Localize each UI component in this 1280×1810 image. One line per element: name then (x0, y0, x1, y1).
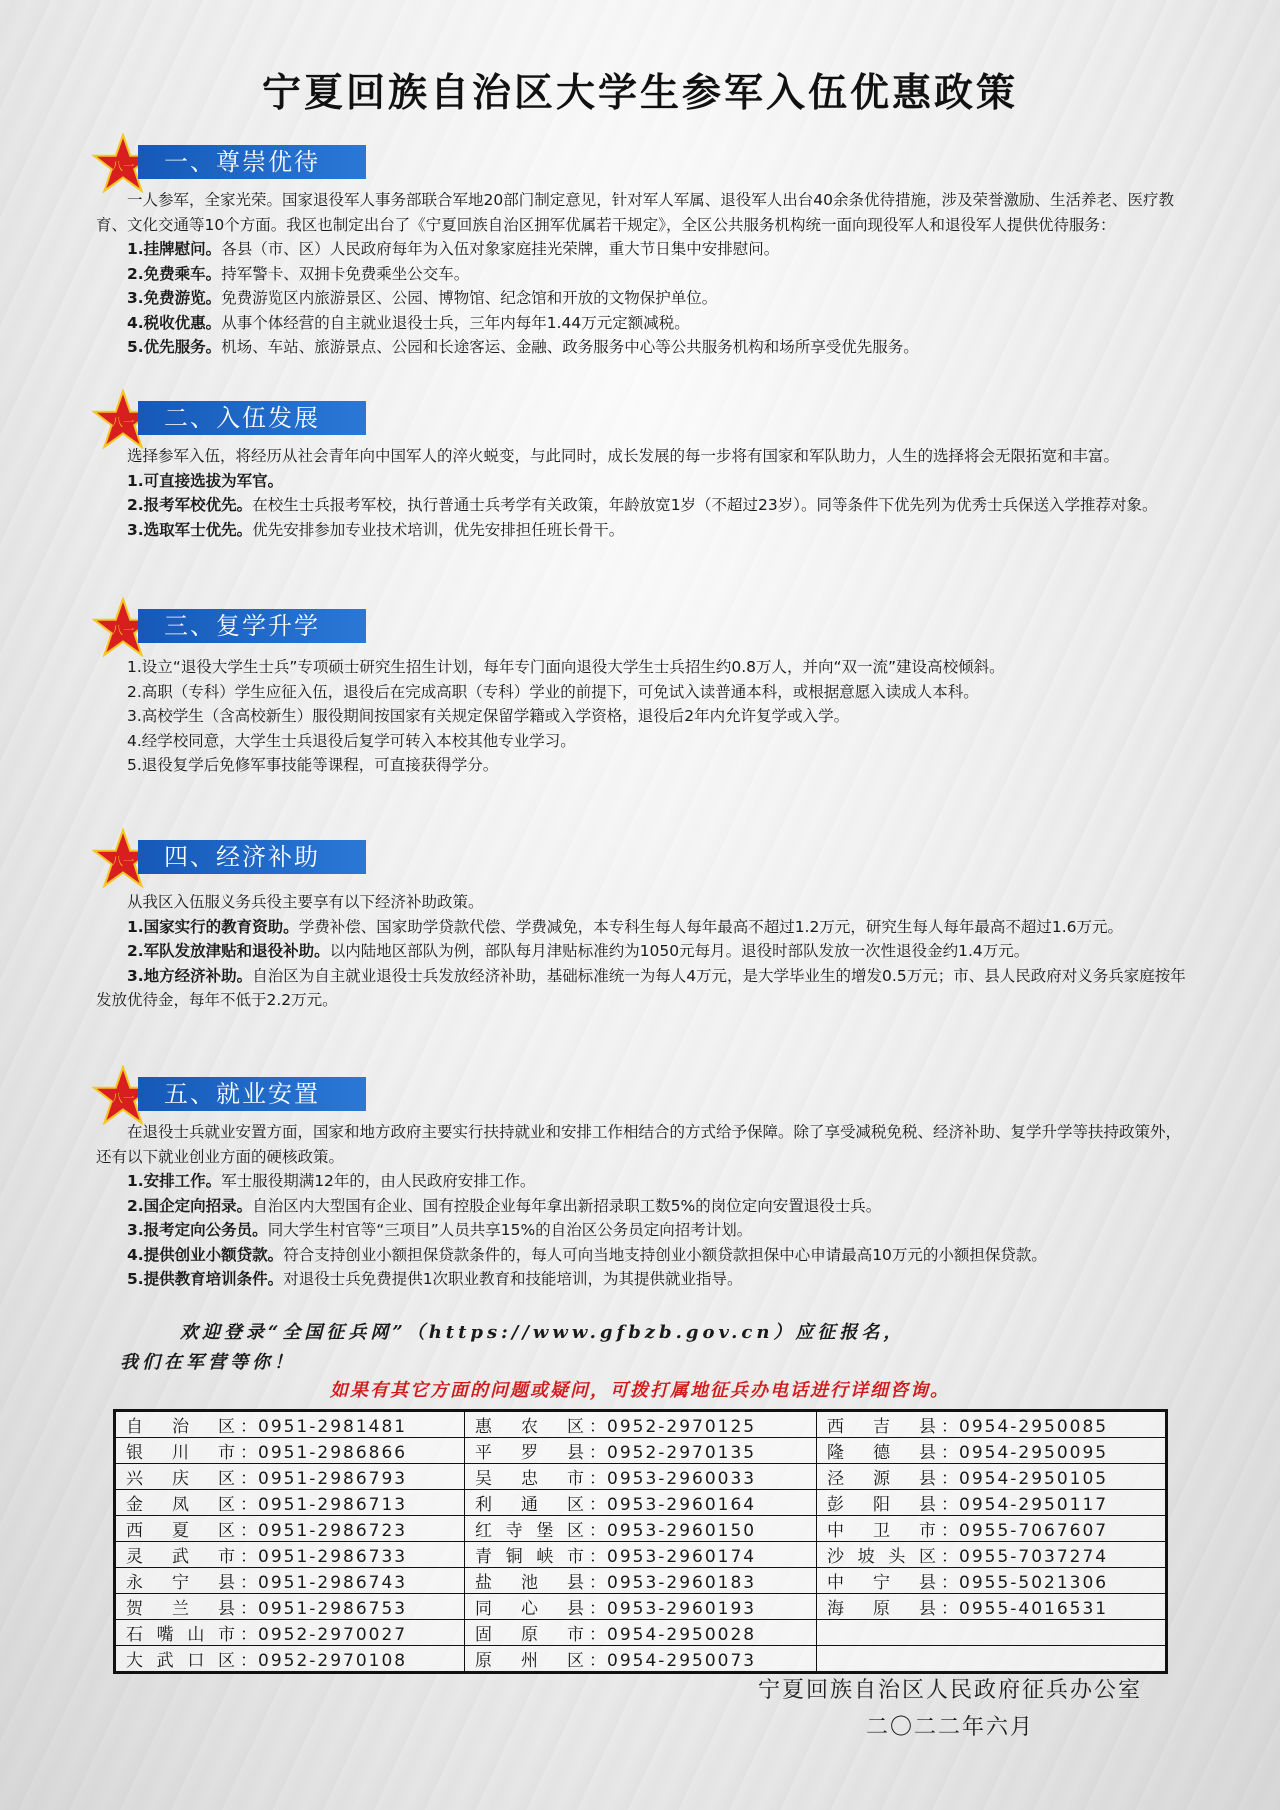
phone-cell: 彭阳县 ：0954-2950117 (817, 1490, 1167, 1516)
item-text: 各县（市、区）人民政府每年为入伍对象家庭挂光荣牌，重大节日集中安排慰问。 (221, 240, 780, 258)
office-phone: 0955-4016531 (959, 1599, 1109, 1619)
item-lead: 5.提供教育培训条件。 (127, 1270, 284, 1288)
phone-cell: 青铜峡市 ：0953-2960174 (465, 1542, 817, 1568)
phone-row (115, 1646, 1167, 1673)
section-heading-2 (92, 393, 392, 439)
list-item: 5.退役复学后免修军事技能等课程，可直接获得学分。 (127, 756, 499, 774)
list-item: 1.设立“退役大学生士兵”专项硕士研究生招生计划，每年专门面向退役大学生士兵招生约0.8万人，并向“双一流”建设高校倾斜。 (127, 658, 1005, 676)
item-text: 自治区内大型国有企业、国有控股企业每年拿出新招录职工数5%的岗位定向安置退役士兵。 (252, 1196, 882, 1215)
list-item (96, 493, 1188, 518)
office-name: 同心县 (475, 1599, 585, 1619)
office-phone: 0952-2970108 (258, 1651, 408, 1671)
phone-row (115, 1438, 1167, 1464)
office-name: 石嘴山市 (126, 1625, 236, 1645)
list-item (96, 1243, 1188, 1268)
office-phone: 0952-2970135 (607, 1443, 757, 1463)
section-body-1 (96, 188, 1188, 360)
phone-cell: 红寺堡区 ：0953-2960150 (465, 1516, 817, 1542)
item-lead: 3.免费游览。 (127, 289, 222, 307)
office-phone: 0951-2981481 (258, 1417, 408, 1437)
office-phone: 0951-2986713 (258, 1495, 408, 1515)
item-text: 同大学生村官等“三项目”人员共享15%的自治区公务员定向招考计划。 (267, 1221, 753, 1239)
welcome-line-1: 欢迎登录“全国征兵网”（https://www.gfbzb.gov.cn）应征报名， (180, 1322, 906, 1343)
phone-row (115, 1464, 1167, 1490)
office-phone: 0955-7037274 (959, 1547, 1109, 1567)
section-body-2 (96, 444, 1188, 542)
page-title: 宁夏回族自治区大学生参军入伍优惠政策 (261, 70, 1018, 116)
phone-cell: 海原县 ：0955-4016531 (817, 1594, 1167, 1620)
office-name: 灵武市 (126, 1547, 236, 1567)
issue-date: 二〇二二年六月 (865, 1715, 1034, 1740)
item-text: 学费补偿、国家助学贷款代偿、学费减免，本专科生每人每年最高不超过1.2万元，研究生每人每年最高不超过1.6万元。 (298, 917, 1123, 936)
section-heading-1 (92, 137, 392, 183)
phone-cell: 中宁县 ：0955-5021306 (817, 1568, 1167, 1594)
phone-cell: 西吉县 ：0954-2950085 (817, 1411, 1167, 1438)
office-name: 盐池县 (475, 1573, 585, 1593)
office-phone: 0954-2950028 (607, 1625, 757, 1645)
section-heading-4 (92, 832, 392, 878)
item-text: 以内陆地区部队为例，部队每月津贴标准约为1050元每月。退役时部队发放一次性退役金约1.4万元。 (329, 942, 1030, 960)
list-item (96, 469, 1188, 494)
list-item: 4.经学校同意，大学生士兵退役后复学可转入本校其他专业学习。 (127, 731, 576, 750)
office-phone: 0955-7067607 (959, 1521, 1109, 1541)
phone-row (115, 1594, 1167, 1620)
item-lead: 3.地方经济补助。 (127, 966, 253, 985)
office-name: 泾源县 (827, 1469, 937, 1489)
phone-cell: 固原市 ：0954-2950028 (465, 1620, 817, 1646)
office-name: 红寺堡区 (475, 1521, 585, 1541)
section-title: 二、入伍发展 (138, 401, 366, 435)
phone-cell (817, 1646, 1167, 1673)
item-text: 持军警卡、双拥卡免费乘坐公交车。 (221, 264, 470, 283)
phone-row (115, 1568, 1167, 1594)
item-lead: 4.提供创业小额贷款。 (127, 1245, 284, 1264)
welcome-line-2: 我们在军营等你！ (120, 1352, 296, 1373)
section-body-3 (96, 655, 1188, 778)
list-item (96, 939, 1188, 964)
office-phone: 0954-2950085 (959, 1417, 1109, 1437)
phone-cell: 沙坡头区 ：0955-7037274 (817, 1542, 1167, 1568)
office-name: 海原县 (827, 1599, 937, 1619)
phone-cell: 惠农区 ：0952-2970125 (465, 1411, 817, 1438)
item-lead: 2.报考军校优先。 (127, 496, 253, 514)
welcome-message (120, 1318, 1180, 1378)
item-text: 对退役士兵免费提供1次职业教育和技能培训，为其提供就业指导。 (283, 1270, 743, 1288)
item-text: 从事个体经营的自主就业退役士兵，三年内每年1.44万元定额减税。 (221, 313, 690, 332)
svg-text:八一: 八一 (111, 854, 135, 869)
item-text: 免费游览区内旅游景区、公园、博物馆、纪念馆和开放的文物保护单位。 (221, 289, 718, 307)
list-item (96, 311, 1188, 336)
phone-cell (817, 1620, 1167, 1646)
office-phone: 0952-2970027 (258, 1625, 408, 1645)
office-phone: 0954-2950073 (607, 1651, 757, 1671)
phone-cell: 大武口区 ：0952-2970108 (115, 1646, 465, 1673)
list-item: 3.高校学生（含高校新生）服役期间按国家有关规定保留学籍或入学资格，退役后2年内允许复学或入学。 (127, 707, 850, 725)
section-body-5 (96, 1120, 1188, 1292)
item-lead: 1.国家实行的教育资助。 (127, 917, 299, 936)
office-phone: 0954-2950095 (959, 1443, 1109, 1463)
item-lead: 1.挂牌慰问。 (127, 240, 222, 258)
phone-cell: 灵武市 ：0951-2986733 (115, 1542, 465, 1568)
office-phone: 0953-2960183 (607, 1573, 757, 1593)
list-item (96, 1194, 1188, 1219)
list-item: 2.高职（专科）学生应征入伍，退役后在完成高职（专科）学业的前提下，可免试入读普通本科，或根据意愿入读成人本科。 (127, 682, 979, 701)
office-phone: 0954-2950105 (959, 1469, 1109, 1489)
list-item (96, 1218, 1188, 1243)
office-name: 自治区 (126, 1417, 236, 1437)
office-name: 原州区 (475, 1651, 585, 1671)
phone-row (115, 1542, 1167, 1568)
issuer-name: 宁夏回族自治区人民政府征兵办公室 (757, 1678, 1142, 1703)
office-phone: 0951-2986753 (258, 1599, 408, 1619)
section-title: 一、尊崇优待 (138, 145, 366, 179)
section-body-4 (96, 890, 1188, 1013)
office-phone: 0954-2950117 (959, 1495, 1109, 1515)
list-item (96, 964, 1188, 1013)
item-text: 优先安排参加专业技术培训，优先安排担任班长骨干。 (252, 520, 625, 539)
consult-notice: 如果有其它方面的问题或疑问，可拨打属地征兵办电话进行详细咨询。 (330, 1380, 950, 1401)
office-name: 吴忠市 (475, 1469, 585, 1489)
item-lead: 1.可直接选拔为军官。 (127, 471, 284, 490)
phone-cell: 金凤区 ：0951-2986713 (115, 1490, 465, 1516)
office-name: 贺兰县 (126, 1599, 236, 1619)
phone-row (115, 1516, 1167, 1542)
phone-row (115, 1490, 1167, 1516)
item-text: 机场、车站、旅游景点、公园和长途客运、金融、政务服务中心等公共服务机构和场所享受优先服务。 (221, 338, 919, 356)
office-name: 中卫市 (827, 1521, 937, 1541)
phone-cell: 盐池县 ：0953-2960183 (465, 1568, 817, 1594)
list-item (96, 1267, 1188, 1292)
section-heading-3 (92, 601, 392, 647)
item-lead: 1.安排工作。 (127, 1172, 222, 1190)
section-intro: 一人参军，全家光荣。国家退役军人事务部联合军地20部门制定意见，针对军人军属、退役军人出台40余条优待措施，涉及荣誉激励、生活养老、医疗教育、文化交通等10个方面。我区也制定出台了《宁夏回族自治区拥军优属若干规定》，全区公共服务机构统一面向现役军人和退役军人提供优待服务： (96, 191, 1174, 234)
phone-cell: 永宁县 ：0951-2986743 (115, 1568, 465, 1594)
phone-cell: 原州区 ：0954-2950073 (465, 1646, 817, 1673)
office-phone: 0952-2970125 (607, 1417, 757, 1437)
phone-cell: 自治区 ：0951-2981481 (115, 1411, 465, 1438)
item-lead: 3.报考定向公务员。 (127, 1221, 268, 1239)
item-lead: 2.国企定向招录。 (127, 1196, 253, 1215)
office-name: 永宁县 (126, 1573, 236, 1593)
section-intro: 选择参军入伍，将经历从社会青年向中国军人的淬火蜕变，与此同时，成长发展的每一步将有国家和军队助力，人生的选择将会无限拓宽和丰富。 (127, 447, 1120, 465)
phone-cell: 同心县 ：0953-2960193 (465, 1594, 817, 1620)
item-lead: 3.选取军士优先。 (127, 520, 253, 539)
item-lead: 2.军队发放津贴和退役补助。 (127, 942, 330, 960)
office-name: 中宁县 (827, 1573, 937, 1593)
item-text: 符合支持创业小额担保贷款条件的，每人可向当地支持创业小额贷款担保中心申请最高10万元的小额担保贷款。 (283, 1245, 1047, 1264)
section-heading-5 (92, 1069, 392, 1115)
phone-directory-body (115, 1411, 1167, 1673)
item-text: 军士服役期满12年的，由人民政府安排工作。 (221, 1172, 536, 1190)
phone-cell: 石嘴山市 ：0952-2970027 (115, 1620, 465, 1646)
office-phone: 0951-2986733 (258, 1547, 408, 1567)
item-text: 自治区为自主就业退役士兵发放经济补助，基础标准统一为每人4万元，是大学毕业生的增发0.5万元；市、县人民政府对义务兵家庭按年发放优待金，每年不低于2.2万元。 (96, 966, 1186, 1009)
section-intro: 在退役士兵就业安置方面，国家和地方政府主要实行扶持就业和安排工作相结合的方式给予保障。除了享受减税免税、经济补助、复学升学等扶持政策外，还有以下就业创业方面的硬核政策。 (96, 1123, 1182, 1166)
office-phone: 0953-2960164 (607, 1495, 757, 1515)
phone-cell: 利通区 ：0953-2960164 (465, 1490, 817, 1516)
phone-cell: 泾源县 ：0954-2950105 (817, 1464, 1167, 1490)
section-title: 五、就业安置 (138, 1077, 366, 1111)
svg-text:八一: 八一 (111, 623, 135, 638)
phone-cell: 兴庆区 ：0951-2986793 (115, 1464, 465, 1490)
phone-cell: 吴忠市 ：0953-2960033 (465, 1464, 817, 1490)
phone-cell: 西夏区 ：0951-2986723 (115, 1516, 465, 1542)
list-item (96, 286, 1188, 311)
office-name: 彭阳县 (827, 1495, 937, 1515)
phone-row (115, 1620, 1167, 1646)
office-name: 金凤区 (126, 1495, 236, 1515)
office-phone: 0953-2960193 (607, 1599, 757, 1619)
section-intro: 从我区入伍服义务兵役主要享有以下经济补助政策。 (127, 893, 484, 911)
office-name: 银川市 (126, 1443, 236, 1463)
office-phone: 0955-5021306 (959, 1573, 1109, 1593)
office-phone: 0951-2986723 (258, 1521, 408, 1541)
office-name: 惠农区 (475, 1417, 585, 1437)
office-phone: 0953-2960174 (607, 1547, 757, 1567)
office-name: 隆德县 (827, 1443, 937, 1463)
phone-cell: 平罗县 ：0952-2970135 (465, 1438, 817, 1464)
svg-text:八一: 八一 (111, 1091, 135, 1106)
item-text: 在校生士兵报考军校，执行普通士兵考学有关政策，年龄放宽1岁（不超过23岁）。同等条件下优先列为优秀士兵保送入学推荐对象。 (252, 496, 1158, 514)
svg-text:八一: 八一 (111, 159, 135, 174)
office-phone: 0953-2960033 (607, 1469, 757, 1489)
office-name: 利通区 (475, 1495, 585, 1515)
office-phone: 0951-2986793 (258, 1469, 408, 1489)
item-lead: 2.免费乘车。 (127, 264, 222, 283)
section-title: 四、经济补助 (138, 840, 366, 874)
office-phone: 0951-2986743 (258, 1573, 408, 1593)
office-name: 固原市 (475, 1625, 585, 1645)
phone-directory-table (113, 1409, 1168, 1674)
office-name: 西夏区 (126, 1521, 236, 1541)
office-name: 大武口区 (126, 1651, 236, 1671)
list-item (96, 237, 1188, 262)
list-item (96, 518, 1188, 543)
phone-cell: 贺兰县 ：0951-2986753 (115, 1594, 465, 1620)
phone-cell: 中卫市 ：0955-7067607 (817, 1516, 1167, 1542)
list-item (96, 335, 1188, 360)
office-name: 兴庆区 (126, 1469, 236, 1489)
office-name: 平罗县 (475, 1443, 585, 1463)
svg-text:八一: 八一 (111, 415, 135, 430)
office-phone: 0953-2960150 (607, 1521, 757, 1541)
phone-row (115, 1411, 1167, 1438)
list-item (96, 915, 1188, 940)
office-name: 青铜峡市 (475, 1547, 585, 1567)
phone-cell: 隆德县 ：0954-2950095 (817, 1438, 1167, 1464)
office-name: 西吉县 (827, 1417, 937, 1437)
item-lead: 4.税收优惠。 (127, 313, 222, 332)
item-lead: 5.优先服务。 (127, 338, 222, 356)
office-phone: 0951-2986866 (258, 1443, 408, 1463)
office-name: 沙坡头区 (827, 1547, 937, 1567)
list-item (96, 262, 1188, 287)
list-item (96, 1169, 1188, 1194)
section-title: 三、复学升学 (138, 609, 366, 643)
phone-cell: 银川市 ：0951-2986866 (115, 1438, 465, 1464)
